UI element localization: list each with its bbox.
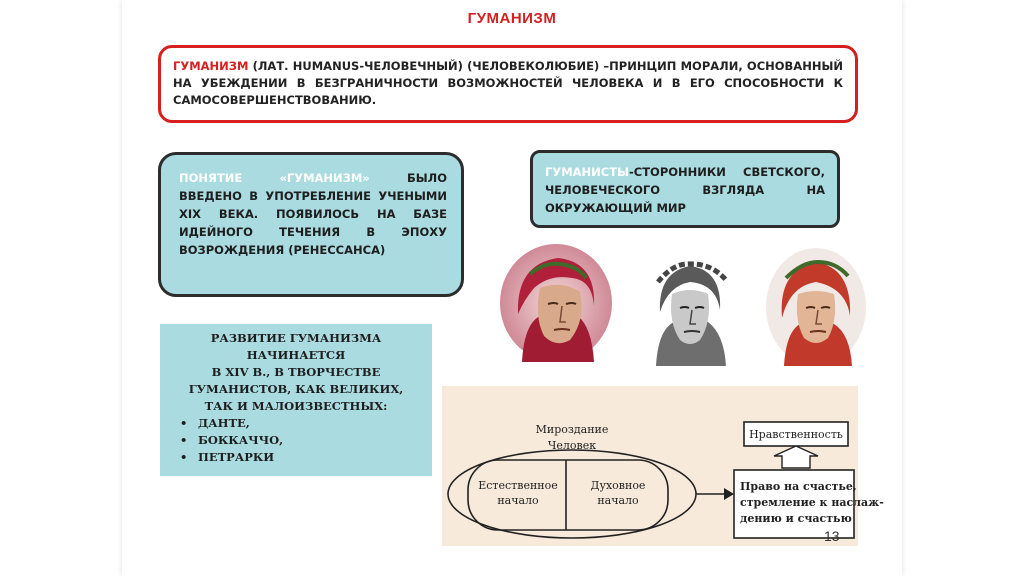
diagram-up-arrow (774, 446, 818, 468)
petrarch-portrait (766, 248, 866, 366)
diagram-box (442, 386, 884, 546)
humanists-list (170, 415, 422, 466)
diagram-spiritual-1: Духовное (590, 479, 646, 492)
diagram-natural-1: Естественное (478, 479, 558, 492)
diagram-arrow-head (724, 488, 734, 500)
list-item-petrarch: • ПЕТРАРКИ (180, 449, 422, 466)
diagram-rights-3: дению и счастью (740, 512, 852, 525)
concept-text: БЫЛО ВВЕДЕНО В УПОТРЕБЛЕНИЕ УЧЕНЫМИ XIX ВЕКА. ПОЯВИЛОСЬ НА БАЗЕ ИДЕЙНОГО ТЕЧЕНИЯ В ЭПОХУ ВОЗРОЖДЕНИЯ (РЕНЕССАНСА) (179, 171, 448, 257)
diagram-spiritual-2: начало (597, 494, 639, 507)
definition-term: ГУМАНИЗМ (173, 59, 249, 73)
definition-text: (ЛАТ. HUMANUS-ЧЕЛОВЕЧНЫЙ) (ЧЕЛОВЕКОЛЮБИЕ) –ПРИНЦИП МОРАЛИ, ОСНОВАННЫЙ НА УБЕЖДЕНИИ В БЕЗГРАНИЧНОСТИ ВОЗМОЖНОСТЕЙ ЧЕЛОВЕКА И В ЕГО СПОСОБНОСТИ К САМОСОВЕРШЕНСТВОВАНИЮ. (173, 59, 843, 107)
boccaccio-portrait (634, 248, 746, 366)
diagram-universe-label: Мироздание (535, 423, 609, 436)
concept-lead: ПОНЯТИЕ «ГУМАНИЗМ» (179, 171, 370, 185)
development-line-1: РАЗВИТИЕ ГУМАНИЗМА (210, 331, 382, 345)
definition-box (158, 45, 858, 123)
development-line-4: ГУМАНИСТОВ, КАК ВЕЛИКИХ, (188, 382, 404, 396)
list-item-dante: • ДАНТЕ, (180, 415, 422, 432)
diagram-rights-1: Право на счастье, (740, 480, 857, 493)
diagram-rights-2: стремление к наслаж- (740, 496, 884, 509)
page-number: 13 (824, 528, 840, 544)
diagram-morality: Нравственность (749, 428, 843, 441)
diagram-human-label: Человек (547, 439, 597, 452)
development-box (160, 324, 432, 476)
humanists-text: -СТОРОННИКИ СВЕТСКОГО, ЧЕЛОВЕЧЕСКОГО ВЗГЛЯДА НА ОКРУЖАЮЩИЙ МИР (545, 165, 825, 215)
development-line-5: ТАК И МАЛОИЗВЕСТНЫХ: (204, 399, 388, 413)
humanists-lead: ГУМАНИСТЫ (545, 165, 629, 179)
concept-box (158, 152, 464, 297)
development-line-2: НАЧИНАЕТСЯ (246, 348, 346, 362)
dante-portrait (500, 244, 612, 362)
diagram-natural-2: начало (497, 494, 539, 507)
development-line-3: В XIV В., В ТВОРЧЕСТВЕ (211, 365, 381, 379)
list-item-boccaccio: • БОККАЧЧО, (180, 432, 422, 449)
worldview-diagram (442, 386, 884, 546)
humanists-box (530, 150, 840, 228)
slide (122, 0, 902, 576)
slide-title: ГУМАНИЗМ (467, 10, 557, 27)
